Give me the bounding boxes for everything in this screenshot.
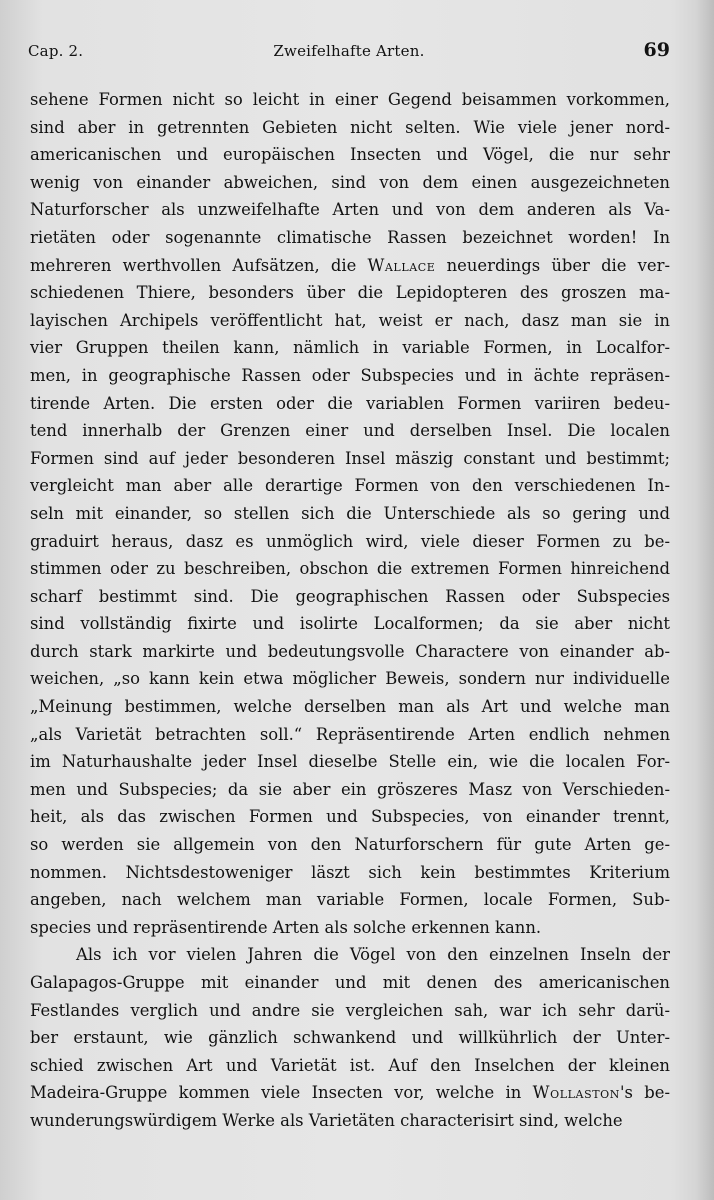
text-line (30, 500, 670, 528)
author-name: Wollaston (532, 1083, 621, 1103)
text-line (30, 390, 670, 418)
text-segment: Als ich vor vielen Jahren die Vögel von den einzelnen Inseln der (76, 945, 670, 965)
text-segment: durch stark markirte und bedeutungsvolle Charactere von einander ab- (30, 641, 670, 661)
running-title: Zweifelhafte Arten. (273, 42, 425, 60)
running-header (28, 39, 670, 70)
text-line (30, 114, 670, 142)
text-line (30, 1024, 670, 1052)
text-segment: Naturforscher als unzweifelhafte Arten und von dem anderen als Va- (30, 200, 670, 220)
text-line (30, 1079, 670, 1107)
text-segment: Formen sind auf jeder besonderen Insel mäszig constant und bestimmt; (30, 448, 670, 468)
text-segment: scharf bestimmt sind. Die geographischen Rassen oder Subspecies (30, 586, 670, 606)
text-line (30, 86, 670, 114)
text-segment: Madeira-Gruppe kommen viele Insecten vor, welche in (30, 1083, 533, 1103)
text-segment: graduirt heraus, dasz es unmöglich wird, viele dieser Formen zu be- (30, 531, 670, 551)
text-segment: species und repräsentirende Arten als solche erkennen kann. (30, 917, 542, 937)
text-segment: heit, als das zwischen Formen und Subspecies, von einander trennt, (30, 807, 670, 827)
text-line (30, 169, 670, 197)
text-line (30, 555, 670, 583)
chapter-label: Cap. 2. (28, 42, 84, 60)
text-segment: schiedenen Thiere, besonders über die Lepidopteren des groszen ma- (30, 283, 670, 303)
text-segment: „als Varietät betrachten soll.“ Repräsentirende Arten endlich nehmen (30, 724, 670, 744)
text-line (30, 334, 670, 362)
text-segment: seln mit einander, so stellen sich die Unterschiede als so gering und (30, 503, 670, 523)
text-line (30, 776, 670, 804)
text-line (30, 803, 670, 831)
text-segment: men und Subspecies; da sie aber ein gröszeres Masz von Verschieden- (30, 779, 670, 799)
text-line (30, 224, 670, 252)
text-segment: schied zwischen Art und Varietät ist. Auf den Inselchen der kleinen (30, 1055, 670, 1075)
text-segment: tirende Arten. Die ersten oder die variablen Formen variiren bedeu- (30, 393, 670, 413)
text-segment: vergleicht man aber alle derartige Formen von den verschiedenen In- (30, 476, 670, 496)
text-line (30, 417, 670, 445)
text-line (30, 969, 670, 997)
text-segment: mehreren werthvollen Aufsätzen, die (30, 255, 368, 275)
text-line (30, 196, 670, 224)
text-segment: tend innerhalb der Grenzen einer und derselben Insel. Die localen (30, 421, 670, 441)
text-line (30, 748, 670, 776)
text-line (30, 859, 670, 887)
text-segment: Galapagos-Gruppe mit einander und mit denen des americanischen (30, 973, 670, 992)
text-segment: sind aber in getrennten Gebieten nicht selten. Wie viele jener nord- (30, 117, 670, 137)
text-segment: vier Gruppen theilen kann, nämlich in variable Formen, in Localfor- (30, 338, 670, 358)
text-segment: „Meinung bestimmen, welche derselben man als Art und welche man (30, 697, 670, 717)
page-fold-shadow (696, 0, 714, 1200)
text-line (30, 610, 670, 638)
text-segment: angeben, nach welchem man variable Formen, locale Formen, Sub- (30, 890, 670, 910)
text-segment: 's be- (620, 1083, 670, 1103)
text-line (30, 528, 670, 556)
text-line (30, 472, 670, 500)
body-text (30, 86, 670, 1135)
text-segment: wenig von einander abweichen, sind von dem einen ausgezeichneten (30, 172, 670, 192)
text-line (30, 914, 670, 942)
text-segment: nommen. Nichtsdestoweniger läszt sich kein bestimmtes Kriterium (30, 862, 670, 882)
text-line (30, 307, 670, 335)
text-line (30, 886, 670, 914)
text-line (30, 362, 670, 390)
text-line (30, 693, 670, 721)
text-segment: rietäten oder sogenannte climatische Rassen bezeichnet worden! In (30, 227, 670, 247)
text-line (30, 941, 670, 969)
text-line (30, 831, 670, 859)
text-segment: men, in geographische Rassen oder Subspecies und in ächte repräsen- (30, 365, 670, 385)
text-segment: ber erstaunt, wie gänzlich schwankend und willkührlich der Unter- (30, 1028, 670, 1048)
text-line (30, 997, 670, 1025)
text-segment: sind vollständig fixirte und isolirte Localformen; da sie aber nicht (30, 614, 670, 634)
text-segment: so werden sie allgemein von den Naturforschern für gute Arten ge- (30, 835, 670, 855)
text-line (30, 1052, 670, 1080)
text-segment: layischen Archipels veröffentlicht hat, weist er nach, dasz man sie in (30, 310, 670, 330)
text-segment: stimmen oder zu beschreiben, obschon die extremen Formen hinreichend (30, 559, 670, 579)
author-name: Wallace (367, 255, 436, 275)
text-line (30, 1107, 670, 1135)
text-line (30, 665, 670, 693)
text-line (30, 721, 670, 749)
text-line (30, 141, 670, 169)
text-segment: weichen, „so kann kein etwa möglicher Beweis, sondern nur individuelle (30, 669, 670, 689)
text-line (30, 252, 670, 280)
text-segment: Festlandes verglich und andre sie vergleichen sah, war ich sehr darü- (30, 1000, 670, 1020)
text-line (30, 279, 670, 307)
page-number: 69 (643, 39, 670, 61)
text-segment: neuerdings über die ver- (435, 255, 670, 275)
text-line (30, 583, 670, 611)
text-segment: wunderungswürdigem Werke als Varietäten characterisirt sind, welche (30, 1110, 623, 1130)
text-segment: im Naturhaushalte jeder Insel dieselbe Stelle ein, wie die localen For- (30, 752, 670, 772)
text-segment: americanischen und europäischen Insecten und Vögel, die nur sehr (30, 145, 670, 165)
text-segment: sehene Formen nicht so leicht in einer Gegend beisammen vorkommen, (30, 90, 670, 109)
text-line (30, 445, 670, 473)
text-line (30, 638, 670, 666)
